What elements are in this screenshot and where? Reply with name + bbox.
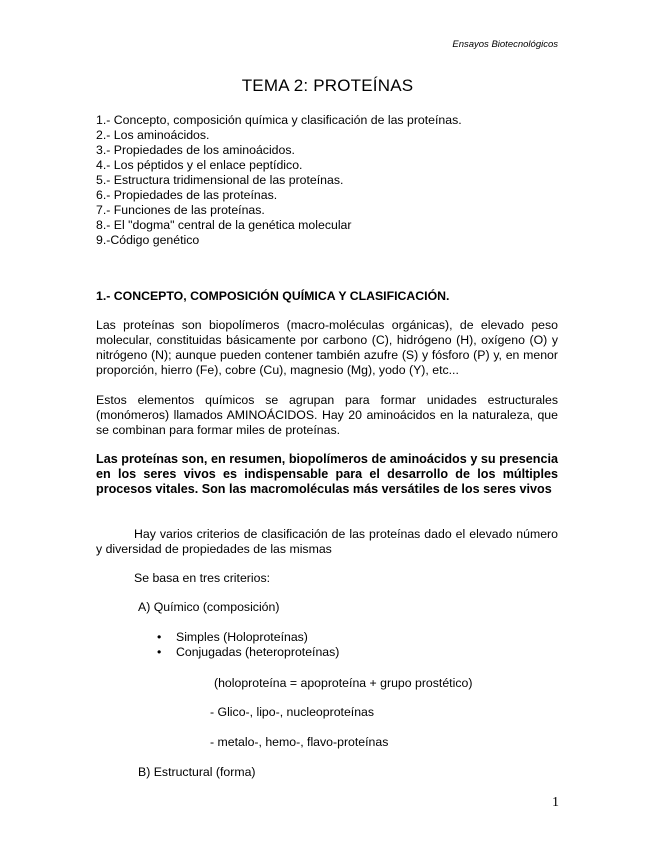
sub-item-glico: - Glico-, lipo-, nucleoproteínas [210,705,375,719]
bullet-icon: • [157,645,162,659]
page-title: TEMA 2: PROTEÍNAS [241,76,414,95]
paragraph-definition: Las proteínas son biopolímeros (macro-moléculas orgánicas), de elevado peso molecular, constituidas básicamente por carbono (C), hidrógeno (H), oxígeno (O) y nitrógeno (N); aunque pueden contener también azufre (S) y fósforo (P) y, en menor proporción, hierro (Fe), cobre (Cu), magnesio (Mg), yodo (Y), etc... [96,318,558,377]
paragraph-summary-bold: Las proteínas son, en resumen, biopolímeros de aminoácidos y su presencia en los seres vivos es indispensable para el desarrollo de los múltiples procesos vitales. Son las macromoléculas más versátiles de los seres vivos [96,452,558,496]
sub-item-metalo: - metalo-, hemo-, flavo-proteínas [210,735,389,749]
paragraph-aminoacids: Estos elementos químicos se agrupan para formar unidades estructurales (monómeros) llamados AMINOÁCIDOS. Hay 20 aminoácidos en la naturaleza, que se combinan para formar miles de proteínas. [96,393,558,437]
table-of-contents [96,113,462,248]
toc-item: 6.- Propiedades de las proteínas. [96,188,278,202]
toc-item: 4.- Los péptidos y el enlace peptídico. [96,158,303,172]
toc-item: 5.- Estructura tridimensional de las proteínas. [96,173,344,187]
toc-item: 8.- El "dogma" central de la genética molecular [96,218,352,232]
running-header: Ensayos Biotecnológicos [452,39,558,50]
bullet-list [157,630,339,660]
list-item [157,645,339,660]
toc-item: 7.- Funciones de las proteínas. [96,203,265,217]
holoproteina-formula: (holoproteína = apoproteína + grupo prostético) [214,676,473,690]
section-heading: 1.- CONCEPTO, COMPOSICIÓN QUÍMICA Y CLASIFICACIÓN. [96,289,450,303]
list-item-label: Simples (Holoproteínas) [176,630,308,644]
paragraph-classification: Hay varios criterios de clasificación de las proteínas dado el elevado número y diversidad de propiedades de las mismas [96,527,558,556]
list-item [157,630,339,645]
criterion-b: B) Estructural (forma) [138,765,256,779]
toc-item: 2.- Los aminoácidos. [96,128,210,142]
toc-item: 9.-Código genético [96,233,200,247]
criterion-a: A) Químico (composición) [138,600,280,614]
toc-item: 3.- Propiedades de los aminoácidos. [96,143,295,157]
page-number: 1 [552,795,559,810]
toc-item: 1.- Concepto, composición química y clasificación de las proteínas. [96,113,462,127]
criteria-intro: Se basa en tres criterios: [134,571,271,585]
list-item-label: Conjugadas (heteroproteínas) [176,645,340,659]
bullet-icon: • [157,630,162,644]
